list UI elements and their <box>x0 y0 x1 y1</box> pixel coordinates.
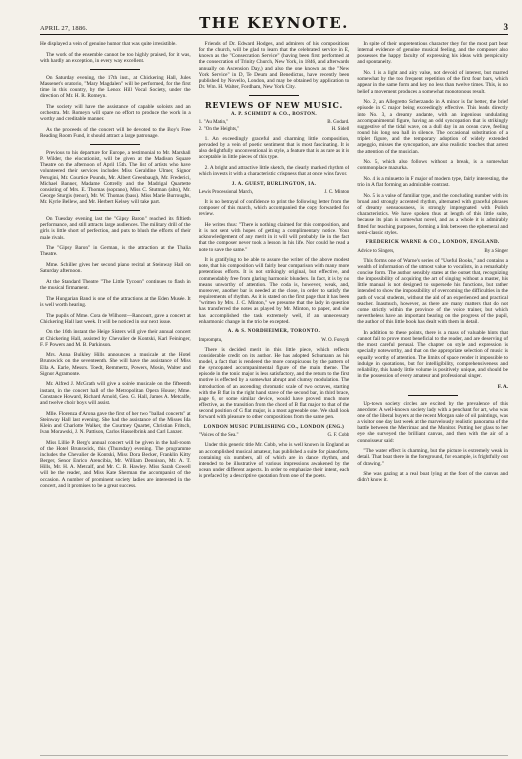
review-items <box>199 433 350 439</box>
paragraph: In spite of their unpretentious character they for the most part bear internal evidence of genuine musical feeling, and the composer also possesses the happy faculty of expressing his ideas with perspicuity and spontaneity. <box>357 41 509 66</box>
review-items <box>357 249 508 255</box>
paragraph: Friends of Dr. Edward Hodges, and admirers of his compositions for the church, will be glad to learn that the celebrated service in E, known as the "Consecration Service" (having been first performed at the consecration of Trinity Church, New York, in 1846, and afterwards annually on Ascension Day,) and also the one known as the "New York Service" in D, Te Deum and Benedictus, have recently been published by Novello, London, and may be obtained by application to Dr. Wm. H. Walter, Fordham, New York City. <box>198 41 350 91</box>
paragraph: There is decided merit in this little piece, which reflects considerable credit on its author. He has adopted Schumann as his model, a fact that is rendered the more conspicuous by the pattern of the syncopated accompanimental figure of the main theme. The episode in the tonic major is less satisfactory, and the return to the first motive is effected by a somewhat abrupt and clumsy modulation. The introduction of an ascending chromatic scale of two octaves, starting with the B flat in the right hand stave of the second bar, in third brace, page 6, or some similar device, would have proved much more effective, as the transition from the chord of B flat major to that of the second position of G flat major, is a most agreeable one. We shall look forward with pleasure to other compositions from the same pen. <box>198 346 350 421</box>
item-composer: H. Sidell <box>331 126 350 132</box>
column-1 <box>40 41 191 755</box>
paragraph: No. 1 is a light and airy valse, not devoid of interest, but marred somewhat by the too frequent repetition of the first four bars, which appear in the same form and key no less than twelve times. This, is no belief a movement produces a somewhat monotonous result. <box>357 70 509 95</box>
paragraph: "The water effect is charming, but the picture is extremely weak in detail. That boat there in the foreground, for example, is frightfully out of drawing." <box>357 448 509 467</box>
paragraph: She was gazing at a real boat lying at the foot of the canvas and didn't know it. <box>357 471 509 484</box>
paragraph: On Saturday evening, the 17th inst., at Chickering Hall, Jules Massenet's oratorio, "Mary Magdalen" will be performed, for the first time in this country, by the Lenox Hill Vocal Society, under the direction of Mr. H. R. Romeyn. <box>40 74 191 100</box>
paragraph: At the Standard Theatre "The Little Tycoon" continues to flash in the musical firmament. <box>40 278 191 292</box>
paragraph: No. 5, which also follows without a break, is a somewhat commonplace mazurka. <box>357 159 509 172</box>
masthead <box>40 8 508 35</box>
item-composer: By a Singer <box>484 248 509 254</box>
item-title: Impromptu, <box>198 337 223 343</box>
paragraph: Mrs. Anna Bulkley Hills announces a musicale at the Hotel Brunswick on the seventeenth. She will have the assistance of Miss Ella A. Earle, Messrs. Toedt, Remmertz, Powers, Mosin, Walter and Signor Agramonte. <box>40 352 191 377</box>
item-title: 2. "On the Heights," <box>198 126 240 132</box>
review-item <box>199 338 350 344</box>
review-items <box>199 190 350 196</box>
item-title: Lewis Processional March, <box>198 189 253 195</box>
publisher-heading: J. A. GUEST, BURLINGTON, IA. <box>231 181 317 187</box>
signature: F. A. <box>497 383 509 390</box>
paragraph: It is gratifying to be able to assure the writer of the above modest note, that his composition will fairly bear comparison with many more pretentious efforts. It is not strikingly original, but effective, and commendably free from glaring harmonic blunders. In fact, it is by no means unworthy of attention. The coda is, however, weak, and, moreover, another bar is needed at the close, in order to satisfy the requirements of rhythm. As it is stated on the first page that it has been "written by Mrs. J. C. Minton," we presume that the lady in question has transferred the notes as played by Mr. Minton, to paper, and she has accomplished the task extremely well, if an unnecessary enharmonic change in the trio be excepted. <box>198 257 350 325</box>
publisher-heading: A. & S. NORDHEIMER, TORONTO. <box>227 329 321 335</box>
review-items <box>199 120 350 132</box>
paragraph: No. 2, an Allegretto Scherzando in A minor is far better, the brief episode in C major being exceedingly effective. This leads directly into No. 3, a dreamy andante, with an ingenious undulating accompanimental figure, having an odd syncopation that is strikingly suggestive of the tidal wave, on a dull day in an ocean cave, feeling round his long sea hall in silence. The occasional substitution of a triplet figure, and the temporary adoption of widely extended arpeggio, misses the syncopation, are also realistic touches that arrest the attention of the musician. <box>357 99 509 155</box>
columns <box>40 41 508 755</box>
review-item <box>199 433 350 439</box>
column-2 <box>199 41 350 755</box>
publisher-heading: A. P. SCHMIDT & CO., BOSTON. <box>230 112 318 118</box>
paragraph: This forms one of Warne's series of "Useful Books," and contains a wealth of information of the utmost value to vocalists, in a remarkably concise form. The author sensibly states at the outset that, recognizing the impossibility of acquiring the art of singing without a master, his little manual is not designed to supersede his functions, but rather intended to show the impossibility of overcoming the difficulties in the path of vocal students, without the aid of an experienced and practical teacher. Inasmuch, however, as there are many matters that do not come strictly within the province of the voice trainer, but which nevertheless have an important bearing on the progress of the pupil, the author of this little book has dealt with them in detail. <box>357 257 509 326</box>
issue-date: APRIL 27, 1886. <box>40 25 88 32</box>
divider <box>90 144 140 145</box>
column-3 <box>357 41 508 755</box>
paragraph: The society will have the assistance of capable soloists and an orchestra. Mr. Romeyn will spare no effort to produce the work in a worthy and creditable manner. <box>40 103 191 123</box>
paragraph: No. 5 is a valse of familiar type, and the concluding number with its broad and strongly accented rhythm, alternated with graceful phrases of dreamy sensuousness, is strongly impregnated with Polish characteristics. We have spoken thus at length of this little suite, because its plan is somewhat novel, and as a whole it is admirably fitted for teaching purposes, forming a link between the ephemeral and semi-classic styles. <box>357 192 509 236</box>
newspaper-title: THE KEYNOTE. <box>199 14 349 32</box>
paragraph: 1. An exceedingly graceful and charming little composition, pervaded by a vein of poetic sentiment that is most fascinating. It is also delightfully unconventional in style, a feature that is as rare as it is acceptable in little pieces of this type. <box>198 135 350 161</box>
paragraph: Mr. Alfred J. McGrath will give a soirée musicale on the fifteenth instant, in the concert hall of the Metropolitan Opera House; Mme. Constance Howard, Richard Arnold, Geo. G. Hall, James A. Metcalfe, and twelve choir boys will assist. <box>40 381 191 406</box>
item-composer: W. O. Forsyth <box>321 337 350 343</box>
publisher-heading: LONDON MUSIC PUBLISHING CO., LONDON (ENG.) <box>203 425 345 431</box>
paragraph: Mme. Schiller gives her second piano recital at Steinway Hall on Saturday afternoon. <box>40 262 191 275</box>
section-title: REVIEWS OF NEW MUSIC. <box>204 100 344 111</box>
review-item <box>357 249 508 255</box>
paragraph: 2. A bright and attractive little sketch, the clearly marked rhythm of which invests it with a characteristic crispness that at once wins favor. <box>198 164 350 177</box>
bottom-rule <box>40 755 508 756</box>
divider <box>90 69 140 70</box>
paragraph: As the proceeds of the concert will be devoted to the Boy's Free Reading Room Fund, it should attract a large patronage. <box>40 126 191 140</box>
paragraph: The work of the ensemble cannot be too highly praised, for it was, with hardly an exception, in every way excellent. <box>40 51 191 64</box>
paragraph: Under this generic title Mr. Cobb, who is well known in England as an accomplished musical amateur, has published a suite for pianoforte, containing six numbers, all of which are in dance rhythm, and intended to be illustrative of various impressions awakened by the ocean under different aspects. In order to emphasize their intent, each is prefaced by a descriptive quotation from one of the poets. <box>198 442 350 480</box>
review-item <box>199 190 350 196</box>
page-number: 3 <box>503 22 508 32</box>
paragraph: He writes thus: "There is nothing claimed for this composition, and it is not sent with hopes of getting a complimentary notice. Your acknowledgement of any merit in it will will probably lie in the fact that the composer never took a lesson in his life. Nor could he read a note to save the same." <box>198 221 350 253</box>
paragraph: On the 16th instant the Heige Sisters will give their annual concert at Chickering Hall, assisted by Chevalier de Kontski, Karl Feininger, F. F Powers and M. B. Parkinson. <box>40 329 191 348</box>
paragraph: Previous to his departure for Europe, a testimonial to Mr. Marshall P. Wilder, the elocutionist, will be given at the Madison Square Theatre on the afternoon of April 15th. The list of artists who have volunteered their services includes Miss Geraldine Ulmer, Signor Perugini, Mr. Courtice Pounds, Mr. Albert Greenbaugh, Mr. Frederici, Michael Banner, Madame Cottrelly and the Madrigal Quartette consisting of Mrs. E. Thomas (soprano), Miss C. Stutman (alto), Mr. George Sturgis (tenor), Mr. W. Thomas (bass). Miss Marie Burroughs, Mr. Kyrle Bellew, and Mr. Herbert Kelsey will take part. <box>40 149 191 206</box>
publisher-heading: FREDERICK WARNE & CO., LONDON, ENGLAND. <box>365 240 500 246</box>
paragraph: The Hungarian Band is one of the attractions at the Eden Musée. It is well worth hearing. <box>40 295 191 308</box>
paragraph: The pupils of Mme. Cora de Wilhorst—Rancourt, gave a concert at Chickering Hall last week. It will be noticed in our next issue. <box>40 312 191 325</box>
paragraph: No. 4 is a minuetto in F major of modern type, fairly interesting, the trio in A flat forming an admirable contrast. <box>357 175 509 189</box>
paragraph: Up-town society circles are excited by the prevalence of this anecdote: A well-known society lady with a penchant for art, who was one of the liberal buyers at the recent Morgan sale of oil paintings, was a visitor one day last week at the marvelously realistic panorama of the battle between the Merrimac and the Monitor. Putting her glass to her eye she surveyed the brilliant canvas, and then with the air of a connoisseur said: <box>357 400 509 444</box>
review-items <box>199 338 350 344</box>
paragraph: Miss Lillie P. Berg's annual concert will be given in the hall-room of the Hotel Brunswick, this (Thursday) evening. The programme includes the Chevalier de Kontski, Miss Dora Becker, Franklin Kitty Berger, Senor Enrico Arencibia, Mr. William Dennison, Mr. A. T. Hills, Mr. H. A. Metcalf, and Mr. C. B. Hawley. Miss Sarah Cowell will be the reader, and Miss Kate Sherman the accompanist of the occasion. A number of prominent society ladies are interested in the concert, and it promises to be a great success. <box>40 439 191 489</box>
paragraph: Mlle. Florenza d'Arona gave the first of her two "ballad concerts" at Steinway Hall last evening. She had the assistance of the Misses Ida Klein and Charlotte Walker, the Courtney Quartet, Christian Fritsch, Ivan Morawski, J. N. Pattison, Carlos Hasselbrink and Carl Lanzer. <box>40 410 191 436</box>
item-composer: B. Godard. <box>327 120 350 126</box>
item-title: 1. "Au Matin," <box>198 120 229 126</box>
paragraph: He displayed a vein of genuine humor that was quite irresistible. <box>40 41 177 47</box>
item-title: "Voices of the Sea." <box>198 433 239 439</box>
paragraph: On Tuesday evening last the "Gipsy Baron" reached its fiftieth performance, and still attracts large audiences. The military drill of the girls is little short of perfection, and puts to blush the efforts of their male rivals. <box>40 216 191 241</box>
paragraph: It is no betrayal of confidence to print the following letter from the composer of this march, which accompanied the copy forwarded for review. <box>198 198 350 218</box>
divider <box>408 395 458 396</box>
divider <box>249 95 299 96</box>
paragraph: The "Gipsy Baron" in German, is the attraction at the Thalia Theatre. <box>40 245 191 258</box>
paragraph: In addition to these points, there is a mass of valuable hints that cannot fail to prove most beneficial to the reader, and are deserving of the most careful perusal. The chapter on style and expression is specially noteworthy, and that on the appropriate selection of music is equally worthy of attention. The limits of space render it impossible to indulge in quotations, but for intelligibility, comprehensiveness and reliability, this handy little volume is positively unique, and should be in the possession of every amateur and professional singer. <box>357 329 509 379</box>
review-item <box>199 127 350 133</box>
item-title: Advice to Singers, <box>357 248 395 254</box>
item-composer: G. F. Cobb <box>327 433 350 439</box>
item-composer: J. C. Minton <box>324 189 350 195</box>
divider <box>90 210 140 211</box>
